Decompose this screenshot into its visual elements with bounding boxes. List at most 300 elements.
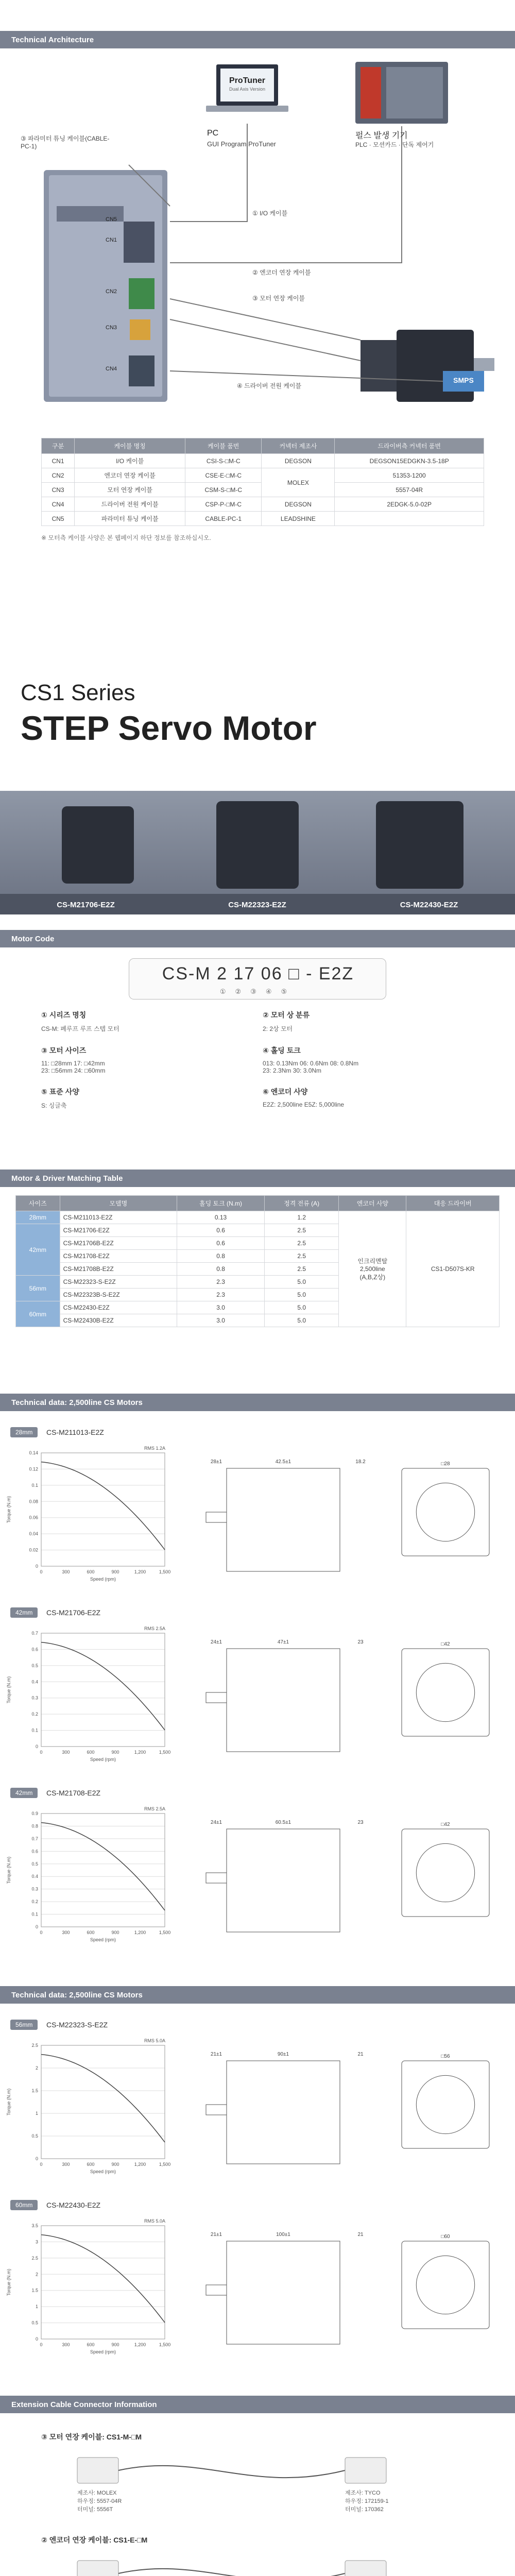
y-tick-label: 2.5 (31, 2255, 38, 2261)
table-header-row (42, 438, 484, 454)
x-tick-label: 900 (111, 1750, 119, 1755)
code-marker: ② (235, 988, 251, 995)
size-badge: 42mm (10, 1788, 38, 1798)
table-cell: 드라이버 전원 케이블 (75, 497, 185, 512)
code-item (263, 1045, 484, 1074)
dim-label: □60 (441, 2234, 450, 2240)
x-axis-label: Speed (rpm) (90, 1757, 116, 1762)
dim-label: 18.2 (355, 1459, 366, 1465)
x-tick-label: 600 (87, 1569, 95, 1574)
table-cell: CS-M21708-E2Z (60, 1250, 177, 1263)
y-tick-label: 0.3 (31, 1695, 38, 1701)
y-tick-label: 1 (35, 2111, 38, 2116)
dim-label: □42 (441, 1822, 450, 1827)
code-part: □ (288, 964, 300, 984)
legend-label: RMS 5.0A (144, 2218, 166, 2224)
cn5: CN5 (106, 216, 117, 223)
x-tick-label: 900 (111, 1930, 119, 1935)
code-item-desc: CS-M: 폐루프 루프 스텝 모터 (41, 1025, 119, 1032)
table-row (42, 512, 484, 526)
y-tick-label: 0.5 (31, 1861, 38, 1867)
x-tick-label: 900 (111, 2162, 119, 2167)
y-tick-label: 0 (35, 1924, 38, 1929)
cn4: CN4 (106, 366, 117, 372)
x-tick-label: 1,500 (159, 2342, 171, 2347)
size-cell: 60mm (16, 1301, 60, 1327)
encoder-cell: 인크리멘탈 2,500line (A,B,Z상) (339, 1211, 406, 1327)
motor-front-circle (416, 2075, 474, 2133)
x-tick-label: 900 (111, 2342, 119, 2347)
y-tick-label: 0.3 (31, 1886, 38, 1892)
chart-model: CS-M21708-E2Z (46, 1789, 101, 1797)
x-tick-label: 300 (62, 2162, 70, 2167)
table-cell: 2.5 (265, 1224, 339, 1237)
y-tick-label: 0.8 (31, 1823, 38, 1829)
motor-side-outline (227, 1649, 340, 1752)
pc-label: PC (207, 129, 219, 138)
cn2: CN2 (106, 289, 117, 295)
table-cell: 1.2 (265, 1211, 339, 1224)
tech1-block (0, 1422, 515, 1968)
size-badge: 42mm (10, 1607, 38, 1618)
x-tick-label: 600 (87, 1750, 95, 1755)
y-tick-label: 0 (35, 2336, 38, 2342)
y-tick-label: 1 (35, 2304, 38, 2310)
x-tick-label: 600 (87, 2162, 95, 2167)
table-cell: CSM-S-□M-C (185, 483, 262, 497)
table-header: 구분 (42, 438, 75, 454)
legend-label: RMS 2.5A (144, 1626, 166, 1631)
y-tick-label: 0.4 (31, 1874, 38, 1879)
y-tick-label: 0.04 (29, 1531, 38, 1537)
motor-front-circle (416, 1663, 474, 1721)
y-tick-label: 0.14 (29, 1450, 38, 1455)
table-cell: 2.5 (265, 1263, 339, 1276)
table-cell: DEGSON (262, 497, 335, 512)
x-tick-label: 300 (62, 1930, 70, 1935)
y-tick-label: 0.5 (31, 2133, 38, 2139)
x-tick-label: 1,200 (134, 2342, 146, 2347)
table-cell: 5.0 (265, 1314, 339, 1327)
motor-shaft-outline (206, 2105, 227, 2115)
dim-label: 100±1 (276, 2232, 290, 2238)
callout-io: ① I/O 케이블 (252, 210, 288, 217)
motor-shaft-outline (206, 1873, 227, 1883)
code-item-title: 표준 사양 (49, 1088, 79, 1096)
size-cell: 28mm (16, 1211, 60, 1224)
table-row (42, 468, 484, 483)
pc-sub: GUI Program ProTuner (207, 140, 276, 148)
x-axis-label: Speed (rpm) (90, 1937, 116, 1942)
code-part: - E2Z (306, 964, 354, 984)
motor-front-circle (416, 2256, 474, 2314)
code-item-title: 모터 상 분류 (270, 1011, 310, 1019)
y-tick-label: 0.6 (31, 1849, 38, 1854)
plc-sub: PLC · 모션카드 · 단독 제어기 (355, 141, 434, 148)
motor-shaft-outline (206, 2285, 227, 2295)
code-part: 06 (261, 964, 283, 984)
torque-curve (41, 2055, 165, 2143)
motor-code-box (129, 958, 386, 999)
motor-shaft-outline (206, 1692, 227, 1703)
plot-frame (41, 1453, 165, 1566)
section-title-ext: Extension Cable Connector Information (0, 2396, 515, 2413)
callout-power: ④ 드라이버 전원 케이블 (237, 382, 302, 389)
table-cell: CS-M22323-S-E2Z (60, 1276, 177, 1289)
motor-side-outline (227, 2241, 340, 2344)
y-tick-label: 0.02 (29, 1547, 38, 1553)
motor-image-1 (62, 806, 134, 884)
code-item-desc: 11: □28mm 17: □42mm 23: □56mm 24: □60mm (41, 1060, 106, 1074)
table-header: 드라이버측 커넥터 품번 (335, 438, 484, 454)
y-tick-label: 0.06 (29, 1515, 38, 1520)
code-part: CS-M (162, 964, 211, 984)
table-cell: 5.0 (265, 1301, 339, 1314)
code-marker: ④ (265, 988, 281, 995)
y-axis-label: Torque (N.m) (6, 2088, 11, 2116)
architecture-table-wrap (41, 438, 484, 542)
tech-row (0, 2014, 515, 2195)
code-item-desc: 2: 2상 모터 (263, 1025, 293, 1032)
code-item (263, 1087, 484, 1110)
motor-cable-right: 제조사: TYCO 하우징: 172159-1 터미널: 170362 (345, 2490, 389, 2513)
table-cell: 2.3 (177, 1289, 265, 1301)
motor-side-outline (227, 1829, 340, 1932)
x-axis-label: Speed (rpm) (90, 2169, 116, 2174)
x-tick-label: 300 (62, 1750, 70, 1755)
callout-motor: ③ 모터 연장 케이블 (252, 295, 305, 302)
section-title-architecture: Technical Architecture (0, 31, 515, 48)
chart-model: CS-M22323-S-E2Z (46, 2021, 108, 2029)
torque-chart (0, 2035, 515, 2195)
x-tick-label: 1,200 (134, 1750, 146, 1755)
table-header: 홀딩 토크 (N.m) (177, 1196, 265, 1211)
x-tick-label: 0 (40, 2162, 43, 2167)
ext-block (21, 2421, 494, 2576)
dim-label: □42 (441, 1641, 450, 1647)
code-item (41, 1087, 263, 1110)
torque-chart (0, 2215, 515, 2375)
code-item-title: 엔코더 사양 (270, 1088, 308, 1096)
x-tick-label: 1,500 (159, 1930, 171, 1935)
table-cell: 2.3 (177, 1276, 265, 1289)
motor-side-outline (227, 1468, 340, 1571)
table-cell: LEADSHINE (262, 512, 335, 526)
code-item-no: ④ (263, 1046, 269, 1055)
architecture-table (41, 438, 484, 526)
y-tick-label: 0.1 (31, 1911, 38, 1917)
table-cell: 0.6 (177, 1237, 265, 1250)
y-tick-label: 3 (35, 2239, 38, 2245)
plc (355, 62, 448, 124)
table-cell: 5557-04R (335, 483, 484, 497)
table-cell: 0.8 (177, 1263, 265, 1276)
code-item-title: 시리즈 명칭 (49, 1011, 87, 1019)
code-part: 2 (217, 964, 228, 984)
x-axis-label: Speed (rpm) (90, 1577, 116, 1582)
table-cell: CSE-E-□M-C (185, 468, 262, 483)
legend-label: RMS 2.5A (144, 1806, 166, 1811)
table-cell: CS-M22323B-S-E2Z (60, 1289, 177, 1301)
section-title-matching: Motor & Driver Matching Table (0, 1170, 515, 1187)
table-cell: CN2 (42, 468, 75, 483)
chart-model: CS-M211013-E2Z (46, 1428, 104, 1436)
hero-banner (0, 791, 515, 914)
motor-front-outline (402, 2061, 489, 2148)
y-tick-label: 0.1 (31, 1727, 38, 1733)
table-cell: CN5 (42, 512, 75, 526)
motor-front-outline (402, 1649, 489, 1736)
y-tick-label: 0 (35, 1744, 38, 1749)
table-cell: 2.5 (265, 1250, 339, 1263)
dim-label: 21 (357, 2232, 364, 2238)
x-axis-label: Speed (rpm) (90, 2349, 116, 2354)
torque-chart (0, 1803, 515, 1963)
torque-chart (0, 1623, 515, 1783)
x-tick-label: 600 (87, 1930, 95, 1935)
chart-model: CS-M22430-E2Z (46, 2201, 101, 2209)
table-cell: 51353-1200 (335, 468, 484, 483)
table-cell: 5.0 (265, 1276, 339, 1289)
code-item-no: ⑥ (263, 1088, 269, 1096)
torque-chart (0, 1443, 515, 1602)
code-marker: ① (219, 988, 235, 995)
motor-cable-title: ③ 모터 연장 케이블: CS1-M-□M (41, 2433, 142, 2441)
motor-front-outline (402, 1829, 489, 1917)
dim-label: 24±1 (210, 1639, 222, 1645)
torque-curve (41, 2235, 165, 2323)
plot-frame (41, 1633, 165, 1747)
hero-model-3: CS-M22430-E2Z (400, 901, 458, 909)
table-cell: 모터 연장 케이블 (75, 483, 185, 497)
table-cell: 2EDGK-5.0-02P (335, 497, 484, 512)
size-badge: 60mm (10, 2200, 38, 2210)
dim-label: 90±1 (277, 2052, 289, 2057)
motor-image-2 (216, 801, 299, 889)
table-cell: DEGSON (262, 454, 335, 468)
architecture-table-note: ※ 모터측 케이블 사양은 본 웹페이지 하단 정보를 참조하십시오. (41, 534, 211, 541)
table-header: 케이블 품번 (185, 438, 262, 454)
size-badge: 56mm (10, 2020, 38, 2030)
callout-encoder: ② 엔코더 연장 케이블 (252, 269, 311, 276)
code-item (41, 1045, 263, 1074)
motor-front-outline (402, 1468, 489, 1556)
motor-code-items (41, 1010, 484, 1110)
y-tick-label: 1.5 (31, 2088, 38, 2093)
section-title-motor-code: Motor Code (0, 930, 515, 947)
table-cell: 0.8 (177, 1250, 265, 1263)
code-part: 17 (233, 964, 255, 984)
motor-shaft-outline (206, 1512, 227, 1522)
architecture-diagram (0, 52, 515, 433)
y-axis-label: Torque (N.m) (6, 2268, 11, 2296)
y-tick-label: 0.4 (31, 1679, 38, 1685)
table-cell: CN4 (42, 497, 75, 512)
x-tick-label: 300 (62, 2342, 70, 2347)
dim-label: 28±1 (210, 1459, 222, 1465)
table-header: 엔코더 사양 (339, 1196, 406, 1211)
x-tick-label: 1,200 (134, 2162, 146, 2167)
dim-label: □28 (441, 1461, 450, 1467)
code-item-title: 모터 사이즈 (49, 1046, 87, 1055)
dim-label: 21±1 (210, 2232, 222, 2238)
matching-table (15, 1195, 500, 1327)
cn1: CN1 (106, 237, 117, 243)
code-item-desc: 013: 0.13Nm 06: 0.6Nm 08: 0.8Nm 23: 2.3Nm 30: 3.0Nm (263, 1060, 359, 1074)
table-cell: 파라미터 튜닝 케이블 (75, 512, 185, 526)
dim-label: 42.5±1 (275, 1459, 291, 1465)
dim-label: 24±1 (210, 1820, 222, 1825)
dim-label: 21 (357, 2052, 364, 2057)
y-tick-label: 1.5 (31, 2287, 38, 2293)
protuner-sub: Dual Axis Version (229, 87, 266, 92)
table-header: 커넥터 제조사 (262, 438, 335, 454)
y-tick-label: 0.2 (31, 1899, 38, 1905)
size-cell: 42mm (16, 1224, 60, 1276)
code-item (41, 1010, 263, 1033)
code-item-no: ② (263, 1011, 269, 1019)
table-cell: CN3 (42, 483, 75, 497)
motor-image-3 (376, 801, 464, 889)
dim-label: 21±1 (210, 2052, 222, 2057)
x-tick-label: 1,200 (134, 1569, 146, 1574)
table-cell: CS-M21708B-E2Z (60, 1263, 177, 1276)
table-cell: CN1 (42, 454, 75, 468)
legend-label: RMS 1.2A (144, 1446, 166, 1451)
code-marker: ⑤ (281, 988, 297, 995)
motor-cable-left: 제조사: MOLEX 하우징: 5557-04R 터미널: 5556T (77, 2490, 122, 2513)
dim-label: 23 (357, 1639, 364, 1645)
size-badge: 28mm (10, 1427, 38, 1437)
dim-label: 23 (357, 1820, 364, 1825)
motor-front-circle (416, 1483, 474, 1541)
legend-label: RMS 5.0A (144, 2038, 166, 2043)
motor-front-outline (402, 2241, 489, 2329)
table-cell: 5.0 (265, 1289, 339, 1301)
tech-row (0, 1422, 515, 1602)
table-cell: 2.5 (265, 1237, 339, 1250)
y-tick-label: 2 (35, 2065, 38, 2071)
y-tick-label: 0 (35, 1564, 38, 1569)
chart-model: CS-M21706-E2Z (46, 1608, 101, 1617)
y-tick-label: 2 (35, 2272, 38, 2277)
smps-label: SMPS (453, 376, 474, 384)
table-row (16, 1211, 500, 1224)
table-cell: 0.13 (177, 1211, 265, 1224)
motor-side-outline (227, 2061, 340, 2164)
y-tick-label: 0.08 (29, 1499, 38, 1504)
tech-row (0, 1602, 515, 1783)
table-cell: 0.6 (177, 1224, 265, 1237)
table-cell: CS-M21706B-E2Z (60, 1237, 177, 1250)
y-tick-label: 0.2 (31, 1711, 38, 1717)
hero-model-2: CS-M22323-E2Z (228, 901, 286, 909)
hero-series: CS1 Series (21, 680, 135, 705)
motor-code-text (129, 964, 387, 984)
table-cell: CS-M22430B-E2Z (60, 1314, 177, 1327)
y-tick-label: 0.5 (31, 2320, 38, 2326)
table-cell: DEGSON15EDGKN-3.5-18P (335, 454, 484, 468)
x-tick-label: 1,500 (159, 1750, 171, 1755)
table-cell: MOLEX (262, 468, 335, 497)
table-header: 모델명 (60, 1196, 177, 1211)
matching-table-wrap (15, 1195, 500, 1327)
table-header: 대응 드라이버 (406, 1196, 500, 1211)
table-row (42, 454, 484, 468)
y-axis-label: Torque (N.m) (6, 1676, 11, 1704)
motor-front-circle (416, 1843, 474, 1902)
motor-code-markers (129, 988, 387, 996)
code-item-no: ⑤ (41, 1088, 47, 1096)
table-cell: CS-M21706-E2Z (60, 1224, 177, 1237)
code-item-no: ③ (41, 1046, 47, 1055)
table-header: 케이블 명칭 (75, 438, 185, 454)
table-cell: 엔코더 연장 케이블 (75, 468, 185, 483)
y-tick-label: 0.9 (31, 1811, 38, 1816)
x-tick-label: 900 (111, 1569, 119, 1574)
dim-label: □56 (441, 2054, 450, 2059)
code-item-title: 홀딩 토크 (270, 1046, 301, 1055)
x-tick-label: 0 (40, 1569, 43, 1574)
section-title-tech1: Technical data: 2,500line CS Motors (0, 1394, 515, 1411)
table-cell: I/O 케이블 (75, 454, 185, 468)
y-tick-label: 0 (35, 2156, 38, 2161)
y-tick-label: 0.5 (31, 1663, 38, 1668)
table-cell: CSP-P-□M-C (185, 497, 262, 512)
driver-cell: CS1-D507S-KR (406, 1211, 500, 1327)
x-tick-label: 0 (40, 1750, 43, 1755)
x-tick-label: 600 (87, 2342, 95, 2347)
code-item-desc: E2Z: 2,500line E5Z: 5,000line (263, 1101, 345, 1108)
plot-frame (41, 2226, 165, 2339)
y-tick-label: 0.1 (31, 1482, 38, 1488)
table-cell: CABLE-PC-1 (185, 512, 262, 526)
table-header: 사이즈 (16, 1196, 60, 1211)
y-tick-label: 0.6 (31, 1647, 38, 1652)
x-tick-label: 0 (40, 1930, 43, 1935)
y-tick-label: 0.12 (29, 1466, 38, 1472)
table-header: 정격 전류 (A) (265, 1196, 339, 1211)
code-item (263, 1010, 484, 1033)
table-cell: CSI-S-□M-C (185, 454, 262, 468)
y-tick-label: 0.7 (31, 1631, 38, 1636)
tech-row (0, 2195, 515, 2375)
x-tick-label: 1,500 (159, 2162, 171, 2167)
encoder-cable-title: ② 엔코더 연장 케이블: CS1-E-□M (41, 2536, 148, 2544)
table-cell: CS-M211013-E2Z (60, 1211, 177, 1224)
callout-cable: ③ 파라미터 튜닝 케이블(CABLE-PC-1) (21, 135, 110, 150)
section-title-tech2: Technical data: 2,500line CS Motors (0, 1986, 515, 2004)
y-tick-label: 3.5 (31, 2223, 38, 2228)
plot-frame (41, 1814, 165, 1927)
table-cell: CS-M22430-E2Z (60, 1301, 177, 1314)
torque-curve (41, 1642, 165, 1731)
x-tick-label: 1,500 (159, 1569, 171, 1574)
plc-label: 펄스 발생 기기 (355, 131, 408, 140)
hero-title: STEP Servo Motor (21, 709, 317, 747)
x-tick-label: 1,200 (134, 1930, 146, 1935)
cn3: CN3 (106, 325, 117, 331)
table-cell: 3.0 (177, 1301, 265, 1314)
protuner-title: ProTuner (229, 76, 265, 85)
x-tick-label: 300 (62, 1569, 70, 1574)
table-header-row (16, 1196, 500, 1211)
table-cell: 3.0 (177, 1314, 265, 1327)
architecture-svg (0, 52, 515, 433)
y-tick-label: 2.5 (31, 2043, 38, 2048)
tech-row (0, 1783, 515, 1963)
hero-model-1: CS-M21706-E2Z (57, 901, 115, 909)
